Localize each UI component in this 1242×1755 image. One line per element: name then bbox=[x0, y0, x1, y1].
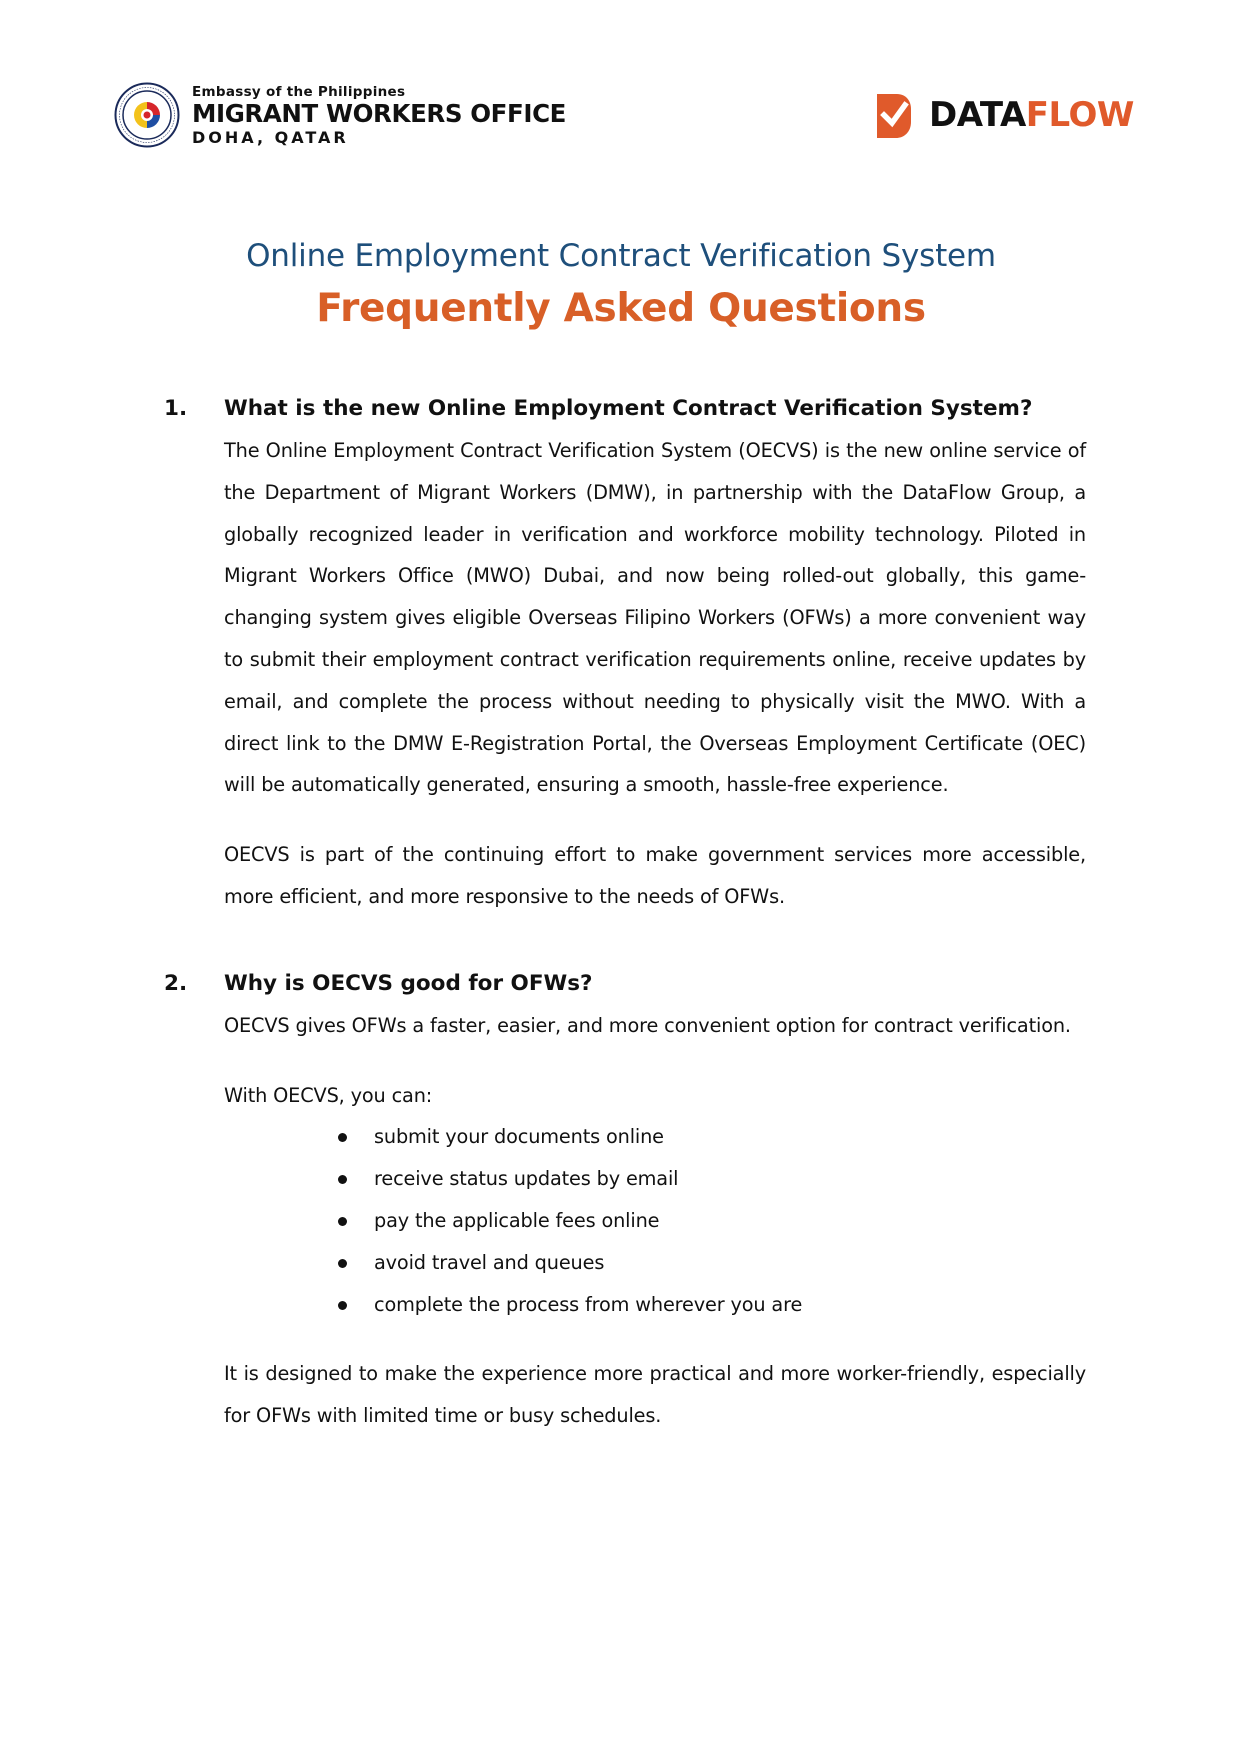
faq-content bbox=[164, 388, 1086, 1437]
benefit-list bbox=[224, 1116, 1086, 1325]
question-title: Why is OECVS good for OFWs? bbox=[224, 970, 593, 996]
mwo-line-office: MIGRANT WORKERS OFFICE bbox=[192, 99, 566, 128]
list-intro: With OECVS, you can: bbox=[224, 1083, 433, 1107]
dataflow-wordmark bbox=[929, 92, 1134, 138]
bullet-icon bbox=[338, 1217, 347, 1226]
question-number: 2. bbox=[164, 970, 188, 996]
dataflow-word-data: DATA bbox=[929, 95, 1026, 135]
mwo-line-embassy: Embassy of the Philippines bbox=[192, 84, 406, 100]
list-item bbox=[224, 1284, 1086, 1326]
list-item-text: complete the process from wherever you are bbox=[374, 1292, 803, 1316]
answer-paragraph: OECVS gives OFWs a faster, easier, and more convenient option for contract verification. bbox=[224, 1013, 1071, 1037]
list-item-text: receive status updates by email bbox=[374, 1167, 679, 1191]
faq-title: Frequently Asked Questions bbox=[316, 286, 926, 331]
dmw-seal-icon bbox=[114, 82, 180, 148]
list-item-text: pay the applicable fees online bbox=[374, 1208, 660, 1232]
list-item bbox=[224, 1116, 1086, 1158]
system-title: Online Employment Contract Verification System bbox=[246, 238, 996, 274]
list-item bbox=[224, 1158, 1086, 1200]
page-header bbox=[0, 0, 1242, 180]
dataflow-word-flow: FLOW bbox=[1025, 95, 1134, 135]
answer-paragraph: It is designed to make the experience more practical and more worker-friendly, especially for OFWs with limited time or busy schedules. bbox=[224, 1362, 1086, 1428]
bullet-icon bbox=[338, 1259, 347, 1268]
answer-paragraph: OECVS is part of the continuing effort to make government services more accessible, more efficient, and more responsive to the needs of OFWs. bbox=[224, 843, 1086, 908]
dataflow-check-icon bbox=[875, 92, 913, 140]
list-item-text: avoid travel and queues bbox=[374, 1250, 605, 1274]
question-number: 1. bbox=[164, 396, 188, 421]
bullet-icon bbox=[338, 1133, 347, 1142]
mwo-line-city: DOHA, QATAR bbox=[192, 128, 349, 147]
faq-question-1 bbox=[164, 388, 1086, 918]
list-item bbox=[224, 1242, 1086, 1284]
faq-question-2 bbox=[164, 963, 1086, 1437]
bullet-icon bbox=[338, 1175, 347, 1184]
question-title: What is the new Online Employment Contract Verification System? bbox=[224, 396, 1033, 421]
bullet-icon bbox=[338, 1301, 347, 1310]
list-item-text: submit your documents online bbox=[374, 1125, 664, 1149]
answer-paragraph: The Online Employment Contract Verification System (OECVS) is the new online service of the Department of Migrant Workers (DMW), in partnership with the DataFlow Group, a globally recognized leader in verification and workforce mobility technology. Piloted in Migrant Workers Office (MWO) Dubai, and now being rolled-out globally, this game-changing system gives eligible Overseas Filipino Workers (OFWs) a more convenient way to submit their employment contract verification requirements online, receive updates by email, and complete the process without needing to physically visit the MWO. With a direct link to the DMW E-Registration Portal, the Overseas Employment Certificate (OEC) will be automatically generated, ensuring a smooth, hassle-free experience. bbox=[224, 439, 1086, 797]
list-item bbox=[224, 1200, 1086, 1242]
